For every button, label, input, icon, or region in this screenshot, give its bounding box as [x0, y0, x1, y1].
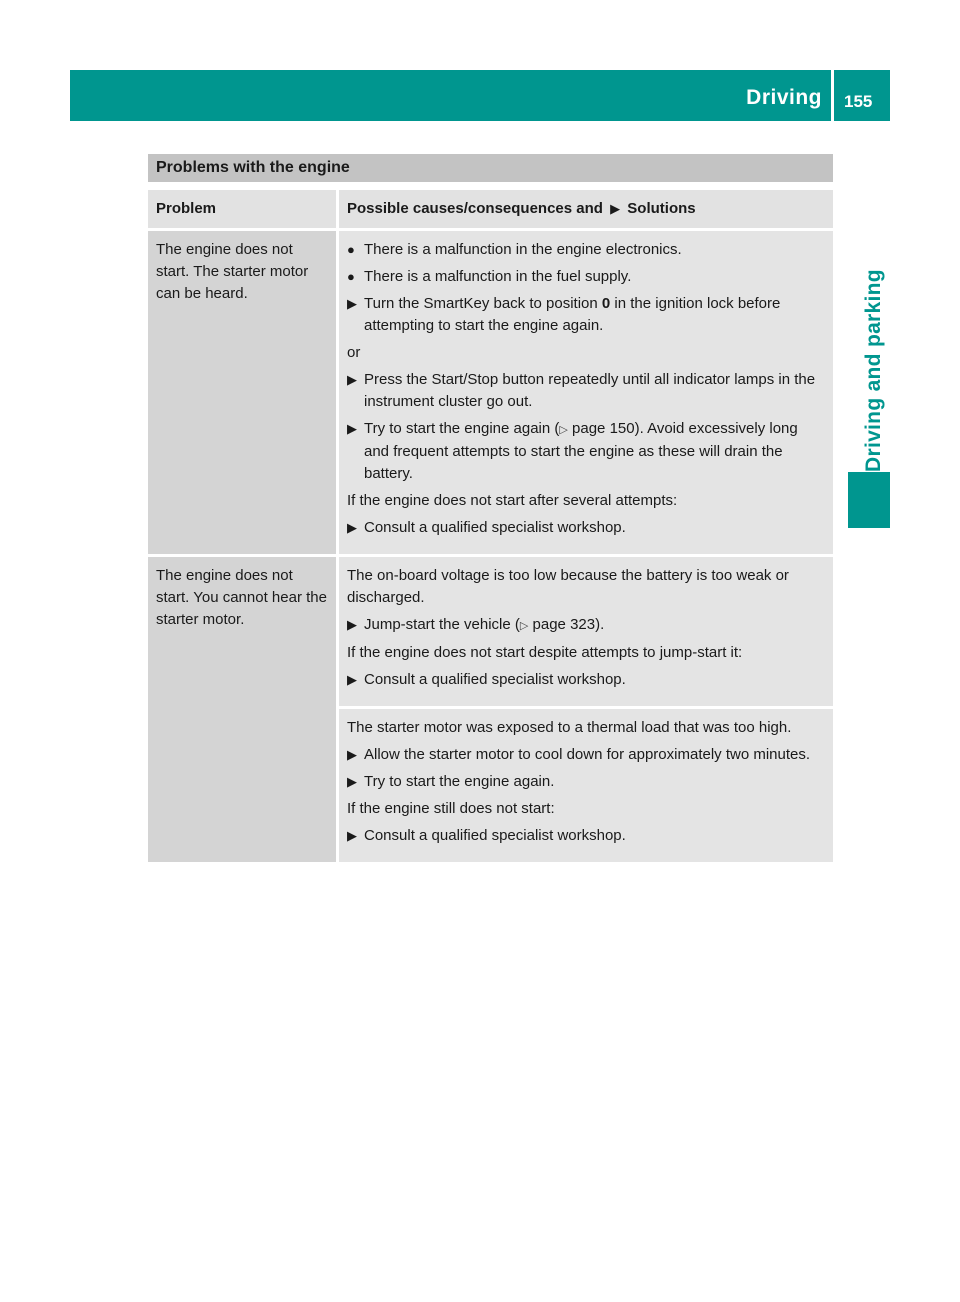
header-divider: [831, 70, 834, 121]
step-text-pre: Turn the SmartKey back to position: [364, 295, 598, 312]
column-header-problem: Problem: [148, 190, 336, 231]
action-arrow-icon: ▶: [610, 201, 621, 216]
bullet-icon: ●: [347, 242, 355, 257]
action-arrow-icon: ▶: [347, 828, 357, 843]
action-arrow-icon: ▶: [347, 296, 357, 311]
side-tab-label: Driving and parking: [862, 269, 885, 472]
action-arrow-icon: ▶: [347, 672, 357, 687]
cause-text: There is a malfunction in the fuel supply.: [364, 268, 632, 285]
step-text: Consult a qualified specialist workshop.: [364, 671, 626, 688]
action-step: [347, 669, 826, 691]
action-arrow-icon: ▶: [347, 617, 357, 632]
note-text: If the engine does not start despite attempts to jump-start it:: [347, 644, 743, 661]
action-arrow-icon: ▶: [347, 372, 357, 387]
action-arrow-icon: ▶: [347, 774, 357, 789]
step-text: Press the Start/Stop button repeatedly until all indicator lamps in the instrument cluster go out.: [364, 371, 816, 410]
table-row: [148, 557, 833, 709]
bullet-icon: ●: [347, 269, 355, 284]
list-item: [347, 266, 826, 288]
solution-cell: [336, 709, 833, 865]
solution-cell: [336, 231, 833, 557]
cause-text: There is a malfunction in the engine electronics.: [364, 241, 682, 258]
action-step: [347, 771, 826, 793]
page-number: 155: [844, 92, 873, 111]
step-text-pre: Try to start the engine again (: [364, 420, 560, 437]
action-arrow-icon: ▶: [347, 421, 357, 436]
action-step: [347, 418, 826, 485]
step-text: Try to start the engine again.: [364, 773, 555, 790]
section-title: Problems with the engine: [148, 154, 833, 182]
or-text: or: [347, 344, 361, 361]
page-reference-icon: ▷: [559, 424, 568, 436]
action-step: [347, 293, 826, 337]
column-header-solutions: [336, 190, 833, 231]
action-step: [347, 825, 826, 847]
action-step: [347, 369, 826, 413]
step-text-post: in the ignition lock before attempting to start the engine again.: [364, 295, 781, 334]
step-text: Consult a qualified specialist workshop.: [364, 827, 626, 844]
problems-table: [148, 190, 833, 865]
page-reference-link[interactable]: page 150). Avoid excessively long and frequent attempts to start the engine as these will drain the battery.: [364, 420, 798, 482]
table-header-row: [148, 190, 833, 231]
action-arrow-icon: ▶: [347, 520, 357, 535]
action-arrow-icon: ▶: [347, 747, 357, 762]
note-text: If the engine does not start after several attempts:: [347, 492, 678, 509]
action-step: [347, 517, 826, 539]
column-header-solutions-suffix: Solutions: [627, 200, 696, 217]
step-text-position: 0: [601, 295, 611, 312]
note-text: If the engine still does not start:: [347, 800, 555, 817]
problem-cell: The engine does not start. The starter motor can be heard.: [148, 231, 336, 557]
step-text: Allow the starter motor to cool down for approximately two minutes.: [364, 746, 811, 763]
problem-cell: The engine does not start. You cannot hear the starter motor.: [148, 557, 336, 865]
chapter-title: Driving: [746, 86, 822, 109]
solution-cell: [336, 557, 833, 709]
side-tab-marker: [848, 472, 890, 528]
column-header-solutions-prefix: Possible causes/consequences and: [347, 200, 603, 217]
page-reference-link[interactable]: page 323).: [532, 616, 605, 633]
action-step: [347, 744, 826, 766]
step-text-pre: Jump-start the vehicle (: [364, 616, 520, 633]
action-step: [347, 614, 826, 637]
cause-text: The on-board voltage is too low because the battery is too weak or discharged.: [347, 567, 789, 606]
cause-text: The starter motor was exposed to a thermal load that was too high.: [347, 719, 792, 736]
page-reference-icon: ▷: [519, 620, 529, 632]
step-text: Consult a qualified specialist workshop.: [364, 519, 626, 536]
table-row: [148, 231, 833, 557]
list-item: [347, 239, 826, 261]
